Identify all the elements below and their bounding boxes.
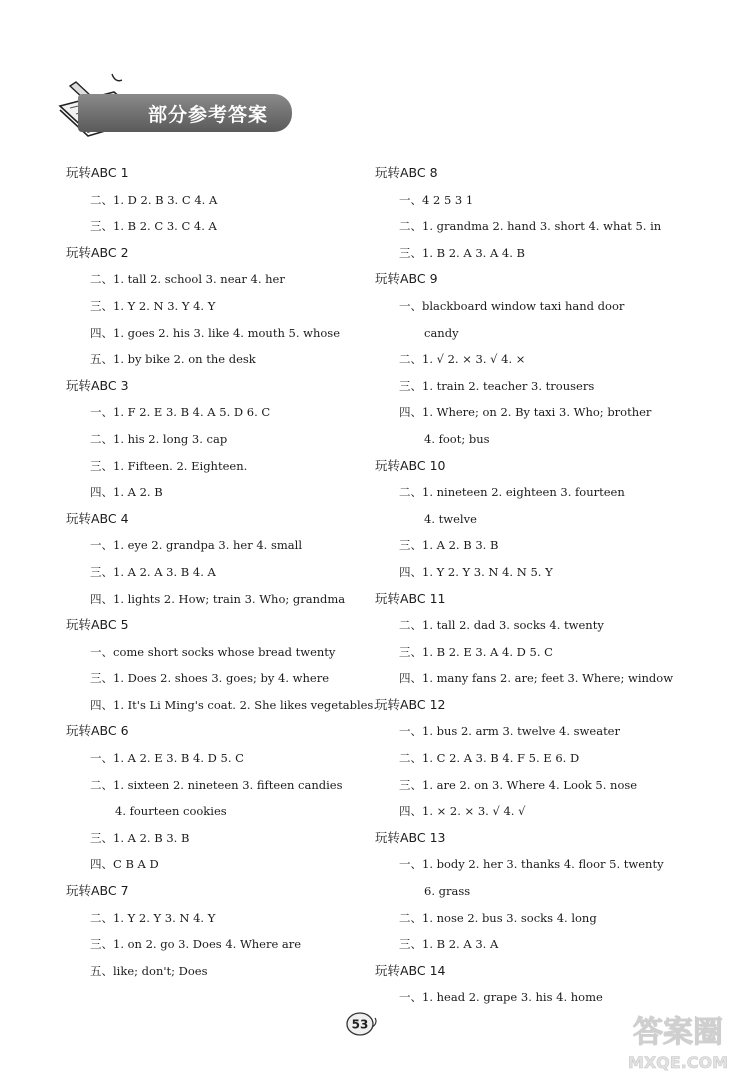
- section-title: 玩转ABC 6: [66, 723, 129, 739]
- answer-line: 4. foot; bus: [424, 431, 490, 446]
- answer-line: 三、1. A 2. A 3. B 4. A: [90, 564, 216, 579]
- answer-line: 四、C B A D: [90, 857, 159, 872]
- answer-line: 三、1. A 2. B 3. B: [90, 830, 190, 845]
- section-title: 玩转ABC 10: [375, 457, 446, 473]
- section-title: 玩转ABC 8: [375, 165, 438, 180]
- answer-line: 一、4 2 5 3 1: [399, 192, 474, 207]
- answer-line: 四、1. It's Li Ming's coat. 2. She likes vegetables.: [90, 697, 377, 712]
- answer-line: 一、1. F 2. E 3. B 4. A 5. D 6. C: [90, 405, 271, 420]
- answer-line: 6. grass: [424, 884, 471, 899]
- answer-line: 二、1. √ 2. × 3. √ 4. ×: [399, 352, 526, 367]
- answer-line: 4. fourteen cookies: [115, 804, 227, 819]
- answer-line: 二、1. tall 2. dad 3. socks 4. twenty: [399, 618, 604, 633]
- answer-section: [375, 160, 735, 266]
- answer-line: 二、1. his 2. long 3. cap: [90, 431, 228, 446]
- section-title: 玩转ABC 9: [375, 271, 438, 287]
- answer-section: [66, 612, 426, 718]
- answer-section: [375, 453, 735, 586]
- answer-line: 三、1. B 2. E 3. A 4. D 5. C: [399, 644, 553, 659]
- answer-section: [66, 878, 426, 984]
- answer-line: 三、1. B 2. A 3. A: [399, 937, 499, 952]
- answer-line: 二、1. sixteen 2. nineteen 3. fifteen candies: [90, 777, 343, 792]
- answer-line: 三、1. A 2. B 3. B: [399, 538, 499, 553]
- answer-line: 五、like; don't; Does: [90, 963, 208, 978]
- snail-page-badge-icon: [345, 1011, 379, 1037]
- answer-line: 四、1. lights 2. How; train 3. Who; grandma: [90, 591, 346, 606]
- answer-line: 五、1. by bike 2. on the desk: [90, 352, 256, 367]
- page-number: [345, 1011, 379, 1037]
- answer-line: 三、1. B 2. C 3. C 4. A: [90, 219, 217, 234]
- answer-line: 三、1. Does 2. shoes 3. goes; by 4. where: [90, 671, 330, 686]
- answer-section: [375, 692, 735, 825]
- page-number-text: 53: [351, 1017, 369, 1032]
- answer-line: 一、come short socks whose bread twenty: [90, 644, 336, 659]
- watermark-sub: MXQE.COM: [627, 1053, 729, 1072]
- answer-section: [375, 266, 735, 452]
- answer-section: [66, 373, 426, 506]
- answer-line: 二、1. nineteen 2. eighteen 3. fourteen: [399, 485, 625, 500]
- answer-line: 一、1. bus 2. arm 3. twelve 4. sweater: [399, 724, 620, 739]
- answer-line: 一、1. head 2. grape 3. his 4. home: [399, 990, 603, 1005]
- section-title: 玩转ABC 14: [375, 962, 446, 978]
- answer-line: 一、1. body 2. her 3. thanks 4. floor 5. twenty: [399, 857, 664, 872]
- section-title: 玩转ABC 13: [375, 829, 446, 845]
- answer-line: 二、1. Y 2. Y 3. N 4. Y: [90, 910, 216, 925]
- answer-line: 二、1. nose 2. bus 3. socks 4. long: [399, 910, 597, 925]
- answers-left-column: [66, 160, 426, 984]
- watermark: [612, 1010, 744, 1076]
- answer-section: [66, 718, 426, 878]
- answer-section: [375, 958, 735, 1011]
- answer-line: 一、blackboard window taxi hand door: [399, 298, 625, 313]
- answer-line: 一、1. eye 2. grandpa 3. her 4. small: [90, 538, 303, 553]
- answer-section: [375, 825, 735, 958]
- answer-line: 二、1. C 2. A 3. B 4. F 5. E 6. D: [399, 751, 580, 766]
- section-title: 玩转ABC 2: [66, 244, 129, 260]
- answer-line: 四、1. many fans 2. are; feet 3. Where; window: [399, 671, 674, 686]
- answer-line: 三、1. B 2. A 3. A 4. B: [399, 245, 525, 260]
- answer-line: 二、1. tall 2. school 3. near 4. her: [90, 272, 285, 287]
- section-title: 玩转ABC 11: [375, 590, 446, 606]
- answer-line: 三、1. Fifteen. 2. Eighteen.: [90, 458, 248, 473]
- section-title: 玩转ABC 3: [66, 377, 129, 393]
- answer-line: 二、1. grandma 2. hand 3. short 4. what 5. in: [399, 219, 662, 234]
- section-title: 玩转ABC 5: [66, 617, 129, 633]
- answer-section: [66, 160, 426, 240]
- answer-line: 三、1. Y 2. N 3. Y 4. Y: [90, 298, 216, 313]
- section-title: 玩转ABC 7: [66, 883, 129, 899]
- answers-right-column: [375, 160, 735, 1011]
- section-title: 玩转ABC 4: [66, 510, 129, 526]
- answer-line: 三、1. are 2. on 3. Where 4. Look 5. nose: [399, 777, 638, 792]
- answer-line: 三、1. train 2. teacher 3. trousers: [399, 378, 595, 393]
- answer-line: 四、1. × 2. × 3. √ 4. √: [399, 804, 526, 819]
- watermark-main: 答案圈: [633, 1015, 723, 1050]
- section-title: 玩转ABC 12: [375, 696, 446, 712]
- answer-line: 四、1. Y 2. Y 3. N 4. N 5. Y: [399, 564, 553, 579]
- answer-line: 二、1. D 2. B 3. C 4. A: [90, 192, 218, 207]
- answer-line: candy: [424, 325, 459, 340]
- answer-line: 三、1. on 2. go 3. Does 4. Where are: [90, 937, 302, 952]
- answer-line: 4. twelve: [424, 511, 477, 526]
- answer-line: 四、1. goes 2. his 3. like 4. mouth 5. whose: [90, 325, 341, 340]
- page-title: 部分参考答案: [148, 104, 269, 126]
- answer-section: [66, 506, 426, 612]
- answer-section: [375, 586, 735, 692]
- answer-section: [66, 240, 426, 373]
- section-title: 玩转ABC 1: [66, 165, 129, 180]
- answer-line: 四、1. A 2. B: [90, 485, 163, 500]
- answer-line: 一、1. A 2. E 3. B 4. D 5. C: [90, 751, 244, 766]
- answer-line: 四、1. Where; on 2. By taxi 3. Who; brother: [399, 405, 652, 420]
